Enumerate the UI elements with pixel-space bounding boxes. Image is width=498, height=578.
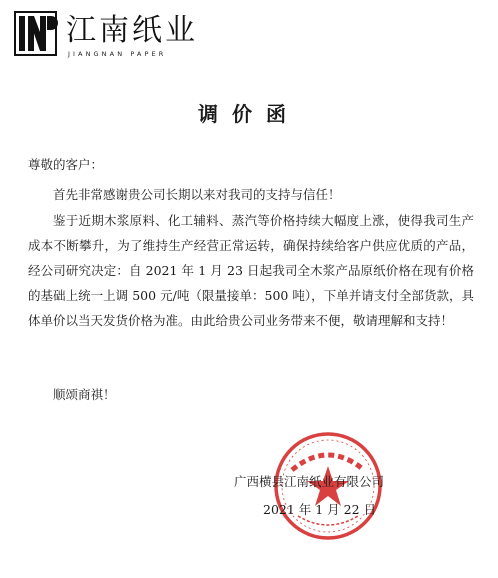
company-logo xyxy=(14,10,214,62)
closing-greeting: 顺颂商祺！ xyxy=(53,387,116,402)
letter-date: 2021 年 1 月 22 日 xyxy=(263,502,377,517)
paragraph-price-adjustment: 鉴于近期木浆原料、化工辅料、蒸汽等价格持续大幅度上涨，使得我司生产成本不断攀升，为了维持生产经营正常运转，确保持续给客户供应优质的产品，经公司研究决定：自 2021 年 1 月 23 日起我司全木浆产品原纸价格在现有价格的基础上统一上调 500 元/吨（限量接单：500 吨），下单并请支付全部货款，具体单价以当天发货价格为准。由此给贵公司业务带来不便，敬请理解和支持！ xyxy=(28,213,474,328)
company-signature: 广西横县江南纸业有限公司 xyxy=(234,474,385,489)
paragraph-thanks: 首先非常感谢贵公司长期以来对我司的支持与信任！ xyxy=(53,187,341,202)
jnp-logo-mark-icon xyxy=(14,10,58,58)
logo-chinese-name: 江南纸业 xyxy=(66,13,198,48)
logo-english-name: JIANGNAN PAPER xyxy=(68,50,167,58)
document-title: 调价函 xyxy=(198,102,300,126)
salutation: 尊敬的客户： xyxy=(28,157,104,172)
